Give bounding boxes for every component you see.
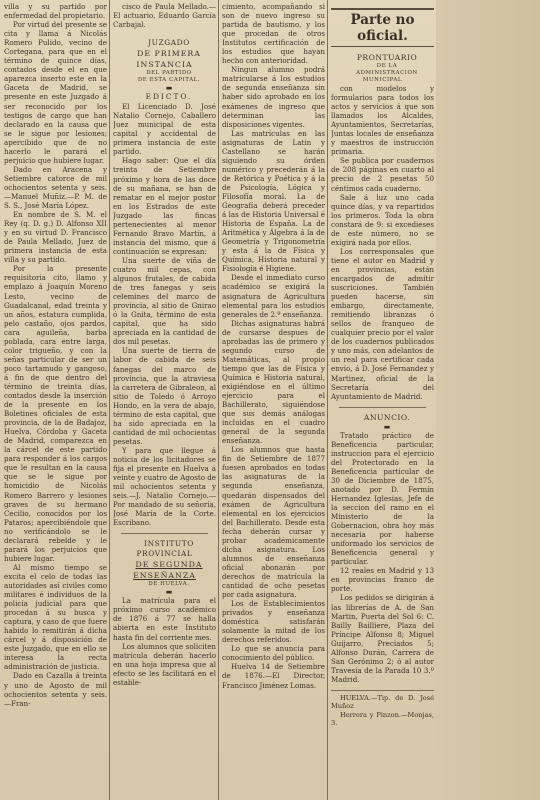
col2-paragraph: El Licenciado D. José Natalio Cornejo, Caballero Juez municipal de esta capital y accidental de primera instancia de este partido. — [113, 102, 216, 157]
imprint-line-2: Herrera y Pinzon.—Monjas, 3. — [331, 710, 434, 728]
court-heading: JUZGADO — [148, 38, 190, 48]
column-rule — [109, 0, 110, 800]
col2-paragraph: La matrícula para el próximo curso académico de 1876 á 77 se halla abierta en este Instituto hasta fin del corriente mes. — [113, 596, 216, 642]
col1-paragraph: villa y su partido por enfermedad del propietario. — [4, 2, 107, 21]
court-heading-2: DE PRIMERA INSTANCIA — [136, 49, 201, 70]
col1-paragraph: En nombre de S. M. el Rey (q. D. g.) D. Alfonso XII y en su virtud D. Francisco de Paula Mellado, Juez de primera instancia de esta villa y su partido. — [4, 210, 107, 265]
column-1 — [4, 2, 107, 798]
col2-paragraph: Una suerte de tierra de labor de cabida de seis fanegas del marco de provincia, que la atraviesa la carretera de Gibraleon, al sitio de Toledo ó Arroyo Hondo, en la vera de abajo, término de esta capital, que ha sido apreciada en la cantidad de mil ochocientas pesetas. — [113, 346, 216, 446]
col3-paragraph: Las matrículas en las asignaturas de Latin y Castellano se harán siguiendo su órden numérico y precederán á la de Retórica y Poética y á la de Psicología, Lógica y Filosofía moral. La de Geografía deberá preceder á las de Historia Universal é Historia de España. La de Aritmética y Álgebra á la de Geometría y Trigonometría y esta á la de Física y Química, Historia natural y Fisiología é Higiene. — [222, 128, 325, 274]
section-title: Parte no oficial. — [331, 8, 434, 47]
imprint-line: HUELVA.—Tip. de D. José Muñoz — [331, 693, 434, 711]
col4-paragraph: Tratado práctico de Beneficencia particular, instruccion para el ejercicio del Protectorado en la Beneficencia particular de 30 de Diciembre de 1875, anotado por D. Fermín Hernandez Iglesias, Jefe de la seccion del ramo en el Ministerio de la Gobernacion, obra hoy más necesaria por haberse uniformado los servicios de Beneficencia general y particular. — [331, 430, 434, 567]
col3-paragraph: Huelva 14 de Setiembre de 1876.—El Director, Francisco Jiménez Lomas. — [222, 662, 325, 690]
col4-paragraph: Los pedidos se dirigirán á las librerías de A. de San Martin, Puerta del Sol 6: C. Bailly Bailliere, Plaza del Príncipe Alfonso 8; Miguel Guijarro, Preciados 5; Alfonso Durán, Carrera de San Gerónimo 2; ó al autor Travesía de la Parada 10 3.º Madrid. — [331, 593, 434, 684]
col2-paragraph: Y para que llegue á noticia de los licitadores se fija el presente en Huelva á veinte y cuatro de Agosto de mil ochocientos setenta y seis.—J. Natalio Cornejo.—Por mandado de su señoría, José María de la Corte. Escribano. — [113, 445, 216, 528]
col2-paragraph: Una suerte de viña de cuatro mil cepas, con algunos frutales, de cabida de tres fanegas y seis celemines del marco de provincia, al sitio de Gnirao ó la Gnita, término de esta capital, que ha sido apreciada en la cantidad de dos mil pesetas. — [113, 255, 216, 347]
col3-paragraph: Desde el inmediato curso académico se exigirá la asignatura de Agricultura elemental para los estudios generales de 2.º enseñanza. — [222, 273, 325, 319]
prontuario-subtitle-2: ADMINISTRACION MUNICIPAL — [356, 70, 418, 83]
institute-heading-2: DE SEGUNDA ENSEÑANZA — [133, 560, 203, 581]
institute-subheading: DE HUELVA. — [148, 581, 190, 588]
section-divider — [121, 533, 208, 534]
col2-paragraph: Los alumnos que soliciten matrícula deberán hacerlo en una hoja impresa que al efecto se les facilitará en el estable- — [113, 641, 216, 687]
col3-paragraph: Los de Establecimientos privados y enseñanza doméstica satisfarán solamente la mitad de los derechos referidos. — [222, 599, 325, 645]
column-3 — [222, 2, 325, 798]
col3-paragraph: Dichas asignaturas habrá de cursarse despues de aprobadas las de primero y segundo curso de Matemáticas, al propio tiempo que las de Física y Química é Historia natural, exigiéndose en el último ejercicio para el Bachillerato, siguiéndose que sus demás análogas incluidas en el cuadro general de la segunda enseñanza. — [222, 318, 325, 446]
col2-paragraph: cisco de Paula Mellado.—El actuario, Eduardo García Carbajal. — [113, 2, 216, 30]
col1-paragraph: Al mismo tiempo se excita el celo de todas las autoridades así civiles como militares é individuos de la policía judicial para que procedan á su busca y captura, y caso de que fuere habido lo remitirán á dicha cárcel y á disposición de este Juzgado, que en ello se interesa la recta administración de justicia. — [4, 562, 107, 672]
ornament-dash: ▬ — [165, 588, 173, 597]
prontuario-subtitle: DE LA — [376, 63, 398, 69]
col3-paragraph: Los alumnos que hasta fin de Setiembre de 1877 fuesen aprobados en todas las asignaturas de la segunda enseñanza, quedarán dispensados del exámen de Agricultura elemental en los ejercicios del Bachillerato. Desde esta fecha deberán cursar y probar académicamente dicha asignatura. Los alumnos de enseñanza oficial abonarán por derechos de matrícula la cantidad de ocho pesetas por cada asignatura. — [222, 445, 325, 600]
col3-paragraph: cimiento, acompañando si son de nuevo ingreso su partida de bautismo, y los que procedan de otros Institutos certificación de los estudios que hayan hecho con anterioridad. — [222, 2, 325, 66]
col4-paragraph: Los corresponsales que tiene el autor en Madrid y en provincias, están encargados de admitir suscriciones. También pueden hacerse, sin embargo, directamente, remitiendo libranzas ó sellos de franqueo de cualquier precio por el valor de los cuadernos publicados y uno más, con adelantos de un real para certificar cada envío, á D. José Fernandez y Martinez, oficial de la Secretaría del Ayuntamiento de Madrid. — [331, 246, 434, 401]
prontuario-title: PRONTUARIO — [356, 53, 418, 62]
col1-paragraph: Dado en Cazalla á treinta y uno de Agosto de mil ochocientos setenta y seis.—Fran- — [4, 671, 107, 708]
court-subheading-2: DE ESTA CAPITAL. — [137, 77, 201, 84]
col3-paragraph: Lo que se anuncia para conocimiento del público. — [222, 644, 325, 663]
col1-paragraph: Por virtud del presente se cita y llama á Nicolás Romero Pulido, vecino de Cortegana, para que en el término de quince días, contados desde el en que aparezca inserto este en la Gaceta de Madrid, se presente en este Juzgado á ser reconocido por los testigos de cargo que han declarado en la causa que se le sigue por lesiones; apercibido que de no hacerlo le parará el perjuicio que hubiere lugar. — [4, 20, 107, 165]
col4-paragraph: 12 reales en Madrid y 13 en provincias franco de porte. — [331, 566, 434, 594]
column-2 — [113, 2, 216, 798]
imprint-divider — [331, 690, 434, 691]
col1-paragraph: Dado en Aracena y Setiembre catorce de mil ochocientos setenta y seis.—Manuel Muñiz.—P. M. de S. S., José María López. — [4, 164, 107, 211]
col4-paragraph: Sale á luz uno cada quince días, y va repartidos los primeros. Toda la obra constará de 9: si excedieses de este número, no se exigirá nada por ellos. — [331, 192, 434, 247]
col1-paragraph: Por la presente requisitoria cito, llamo y emplazo á Joaquín Moreno Lesto, vecino de Guadalcanal, edad treinta y un años, estatura cumplida, pelo castaño, ojos pardos, cara aguileña, barba poblada, cara entre larga, color trigueño, y con la señas particular de ser un poco tartamudo y gangoso, á fin de que dentro del término de treinta días, contados desde la inserción de la presente en los Boletines oficiales de esta provincia, de la de Badajoz, Huelva, Córdoba y Gaceta de Madrid, comparezca en la cárcel de este partido para responder á los cargos que le resultan en la causa que se le sigue por homicidio de Nicolás Romero Barrero y lesiones graves de su hermano Cecilio, conocidos por los Pataros; apercibiéndole que no verificándolo se le declarará rebelde y le parará los perjuicios que hubiere lugar. — [4, 264, 107, 563]
anuncio-title: ANUNCIO. — [363, 412, 411, 422]
column-4 — [331, 2, 434, 798]
edict-title: EDICTO. — [145, 92, 193, 102]
page-margin — [436, 0, 540, 800]
col2-paragraph: Hago saber: Que el día treinta de Setiembre próximo y hora de las doce de su mañana, se han de rematar en el mejor postor en los Estrados de este Juzgado las fincas pertenecientes al menor Fernando Bravo Martín, á instancia del mismo, que á continuación se expresan: — [113, 156, 216, 256]
col3-paragraph: Ningun alumno podrá matricularse á los estudios de segunda enseñanza sin haber sido aprobado en los exámenes de ingreso que determinan las disposiciones vigentes. — [222, 65, 325, 129]
col4-paragraph: Se publica por cuadernos de 208 páginas en cuarto al precio de 2 pesetas 50 céntimos cada cuaderno. — [331, 156, 434, 193]
col4-paragraph: con modelos y formularios para todos los actos y servicios á que son llamados los Alcaldes, Ayuntamientos, Secretarías, Juntas locales de enseñanza y maestros de instrucción primaria. — [331, 84, 434, 157]
institute-heading: INSTITUTO PROVINCIAL — [136, 539, 194, 559]
court-subheading: DEL PARTIDO — [146, 70, 192, 77]
section-divider — [339, 407, 426, 408]
ornament-dash: ▬ — [165, 84, 173, 93]
ornament-dash: ▬ — [383, 422, 391, 431]
column-rule — [218, 0, 219, 800]
column-rule — [327, 0, 328, 800]
